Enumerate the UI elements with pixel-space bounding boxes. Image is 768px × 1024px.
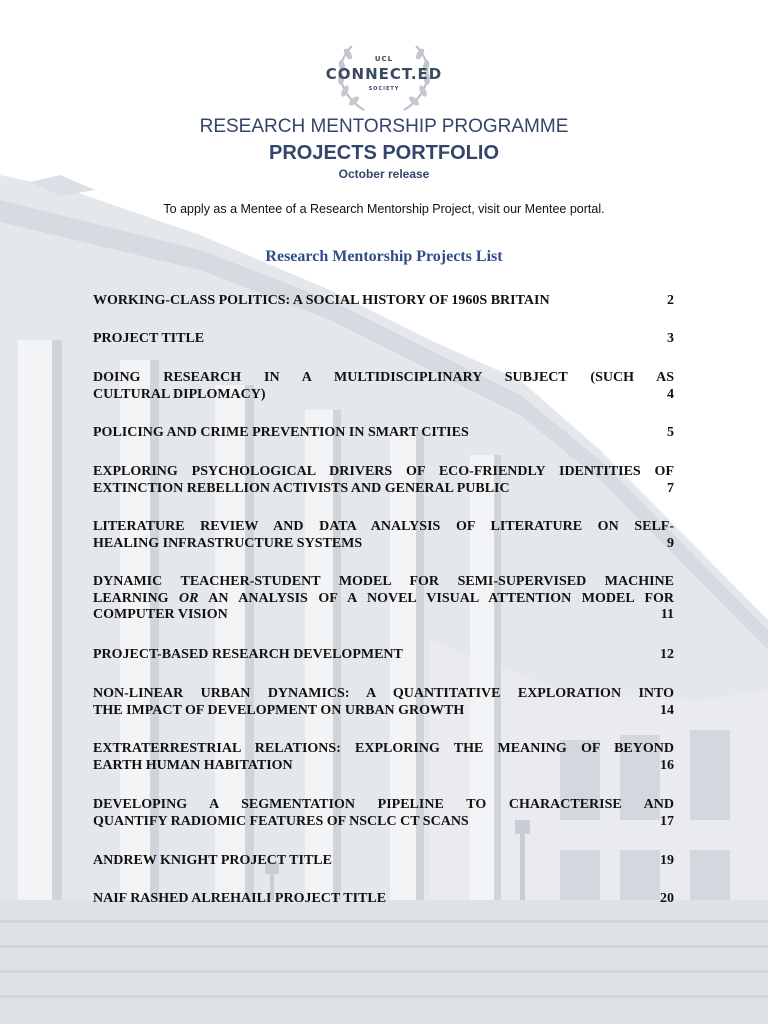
logo-ucl-text: UCL bbox=[374, 55, 394, 63]
toc-entry-page-number: 20 bbox=[660, 891, 674, 906]
toc-entry-title-line: EXTRATERRESTRIAL RELATIONS: EXPLORING THE MEANING OF BEYOND bbox=[93, 741, 674, 756]
toc-entry-title-line: COMPUTER VISION bbox=[93, 607, 228, 622]
toc-entry[interactable] bbox=[93, 331, 674, 348]
toc-entry-title-line: DEVELOPING A SEGMENTATION PIPELINE TO CHARACTERISE AND bbox=[93, 797, 674, 812]
toc-entry-title-line: WORKING-CLASS POLITICS: A SOCIAL HISTORY OF 1960S BRITAIN bbox=[93, 293, 550, 308]
toc-entry-page-number: 14 bbox=[660, 702, 674, 718]
toc-entry[interactable] bbox=[93, 741, 674, 774]
release-subtitle: October release bbox=[338, 167, 430, 181]
toc-entry-page-number: 3 bbox=[667, 331, 674, 346]
toc-entry[interactable] bbox=[93, 574, 674, 624]
toc-entry[interactable] bbox=[93, 293, 674, 310]
toc-entry-page-number: 19 bbox=[660, 853, 674, 868]
toc-entry-page-number: 11 bbox=[660, 607, 674, 622]
toc-entry-page-number: 17 bbox=[660, 813, 674, 829]
toc-entry-title-line: EXTINCTION REBELLION ACTIVISTS AND GENERAL PUBLIC bbox=[93, 480, 510, 496]
toc-entry-title-line: QUANTIFY RADIOMIC FEATURES OF NSCLC CT SCANS bbox=[93, 813, 469, 829]
toc-entry-page-number: 2 bbox=[667, 293, 674, 308]
toc-entry-title-line: PROJECT TITLE bbox=[93, 331, 205, 346]
toc-entry-title-line: DOING RESEARCH IN A MULTIDISCIPLINARY SUBJECT (SUCH AS bbox=[93, 370, 674, 385]
toc-entry-page-number: 9 bbox=[667, 535, 674, 551]
projects-list-heading: Research Mentorship Projects List bbox=[265, 248, 503, 265]
toc-entry[interactable] bbox=[93, 647, 674, 664]
toc-entry[interactable] bbox=[93, 686, 674, 719]
toc-entry-title-line: POLICING AND CRIME PREVENTION IN SMART CITIES bbox=[93, 425, 469, 440]
toc-entry-title-line: THE IMPACT OF DEVELOPMENT ON URBAN GROWTH bbox=[93, 702, 465, 718]
toc-entry-title-line: HEALING INFRASTRUCTURE SYSTEMS bbox=[93, 535, 363, 551]
toc-entry-title-line: LEARNING OR AN ANALYSIS OF A NOVEL VISUAL ATTENTION MODEL FOR bbox=[93, 590, 674, 606]
toc-entry-title-line: DYNAMIC TEACHER-STUDENT MODEL FOR SEMI-SUPERVISED MACHINE bbox=[93, 574, 674, 589]
toc-entry-title-line: NAIF RASHED ALREHAILI PROJECT TITLE bbox=[93, 891, 387, 906]
toc-entry-title-line: PROJECT-BASED RESEARCH DEVELOPMENT bbox=[93, 647, 403, 662]
toc-entry-title-line: LITERATURE REVIEW AND DATA ANALYSIS OF LITERATURE ON SELF- bbox=[93, 519, 674, 534]
toc-entry-page-number: 5 bbox=[667, 425, 674, 440]
toc-entry-page-number: 7 bbox=[667, 480, 674, 496]
apply-instructions: To apply as a Mentee of a Research Mentorship Project, visit our Mentee portal. bbox=[163, 202, 605, 216]
toc-entry[interactable] bbox=[93, 853, 674, 870]
toc-entry-title-line: EXPLORING PSYCHOLOGICAL DRIVERS OF ECO-FRIENDLY IDENTITIES OF bbox=[93, 464, 674, 479]
toc-entry[interactable] bbox=[93, 519, 674, 552]
toc-entry-title-line: NON-LINEAR URBAN DYNAMICS: A QUANTITATIVE EXPLORATION INTO bbox=[93, 686, 674, 701]
toc-entry-page-number: 4 bbox=[667, 386, 674, 402]
toc-entry[interactable] bbox=[93, 797, 674, 830]
toc-entry-page-number: 12 bbox=[660, 647, 674, 662]
toc-entry[interactable] bbox=[93, 425, 674, 442]
toc-entry-page-number: 16 bbox=[660, 757, 674, 773]
toc-entry-title-line: CULTURAL DIPLOMACY) bbox=[93, 386, 266, 402]
toc-entry[interactable] bbox=[93, 891, 674, 908]
toc-entry-title-line: EARTH HUMAN HABITATION bbox=[93, 757, 293, 773]
toc-entry[interactable] bbox=[93, 464, 674, 497]
programme-title: RESEARCH MENTORSHIP PROGRAMME bbox=[199, 116, 569, 137]
logo-society-text: SOCIETY bbox=[368, 86, 400, 92]
toc-entry-title-line: ANDREW KNIGHT PROJECT TITLE bbox=[93, 853, 332, 868]
portfolio-title: PROJECTS PORTFOLIO bbox=[268, 142, 500, 164]
connected-society-logo bbox=[324, 38, 444, 120]
toc-entry[interactable] bbox=[93, 370, 674, 403]
logo-main-text: CONNECT.ED bbox=[325, 65, 443, 83]
